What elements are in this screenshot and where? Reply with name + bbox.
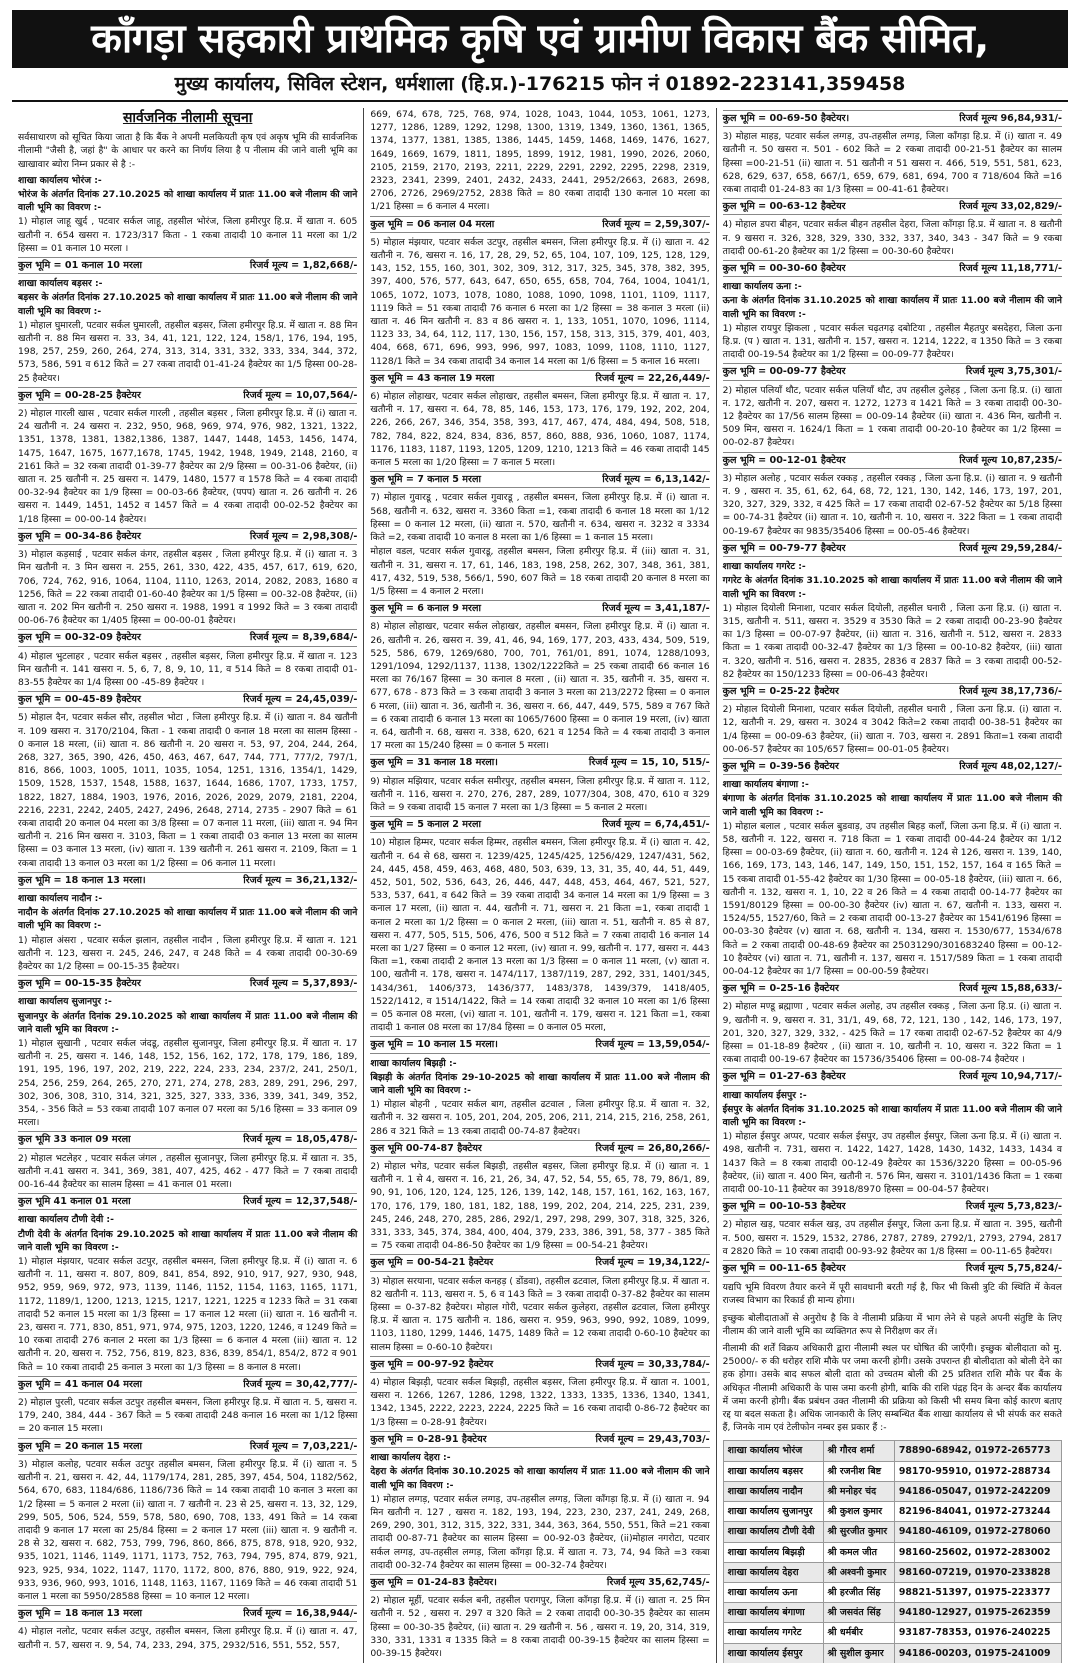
reserve-price: रिजर्व मूल्य = 12,37,548/- xyxy=(243,1196,358,1208)
reserve-price: रिजर्व मूल्य = 3,41,187/- xyxy=(602,603,710,615)
land-entry: 3) मोहाल कड़साई , पटवार सर्कल कंगर, तहसील बड़सर , जिला हमीरपुर हि.प्र. में (i) खाता न. 3 मिन खतौनी न. 3 मिन खसरा न. 255, 261, 330, 422, 435, 457, 617, 619, 620, 706, 724, 762, 916, 1064, 1104, 1110, 1263, 2014, 2082, 2083, 1680 व 1256, किते = 22 रकबा तादादी 01-60-40 हैक्टेयर का 1/5 हिस्सा = 00-32-08 हैक्टेयर, (ii) खाता न. 202 मिन खतौनी न. 250 खसरा न. 1988, 1991 व 1992 किते = 3 रकबा तादादी 00-06-76 हैक्टेयर का 1/405 हिस्सा = 00-00-01 हैक्टेयर। xyxy=(18,549,358,627)
branch-heading: शाखा कार्यालय गगरेट :- xyxy=(722,561,806,573)
reserve-price: रिजर्व मूल्य 3,75,301/- xyxy=(965,366,1062,378)
land-summary-row xyxy=(370,1254,709,1271)
reserve-price: रिजर्व मूल्य 5,73,823/- xyxy=(965,1201,1062,1213)
contact-phone: 98170-95910, 01972-288734 xyxy=(894,1461,1061,1481)
notice-title: सार्वजनिक नीलामी सूचना xyxy=(122,110,253,126)
land-summary-row xyxy=(370,1574,709,1591)
land-summary-row xyxy=(18,257,357,274)
land-entry: 2) मोहाल भगेड, पटवार सर्कल बिझड़ी, तहसील बड़सर, जिला हमीरपुर हि.प्र. में (i) खाता न. 1 खतौनी न. 1 से 4, खसरा न. 16, 21, 26, 34, 47, 52, 54, 55, 65, 78, 79, 86/1, 89, 90, 91, 106, 120, 124, 125, 126, 139, 142, 148, 157, 161, 162, 163, 167, 170, 176, 179, 180, 181, 182, 188, 199, 202, 204, 214, 225, 231, 239, 245, 246, 248, 270, 285, 286, 292/1, 297, 298, 299, 307, 318, 325, 326, 331, 333, 345, 374, 384, 400, 404, 379, 233, 386, 391, 58, 377 - 385 किते = 75 रकबा तादादी 04-86-50 हैक्टेयर का 1/9 हिस्सा = 00-54-21 हैक्टेयर। xyxy=(370,1161,710,1252)
land-entry: 2) मोहाल मूहीं, पटवार सर्कल बनी, तहसील परागपुर, जिला काँगड़ा हि.प्र. में (i) खाता न. 25 मिन खतौनी न. 52 , खसरा न. 297 व 320 किते = 2 रकबा तादादी 00-30-35 हैक्टेयर का सालम हिस्सा = 00-30-35 हैक्टेयर, (ii) खाता न. 29 खतौनी न. 56 , खसरा न. 19, 20, 314, 319, 330, 331, 1331 व 1335 किते = 8 रकबा तादादी 00-39-15 हैक्टेयर का सालम हिस्सा = 00-39-15 हैक्टेयर। xyxy=(370,1595,710,1659)
notice-intro: सर्वसाधारण को सूचित किया जाता है कि बैंक ने अपनी मलकियती कृष एवं अकृष भूमि की सार्वजनिक नीलामी "जैसी है, जहां है" के आधार पर करने का निर्णय लिया है प नीलाम की जाने वाली भूमि का खाखावार ब्योरा निम्न प्रकार से है :- xyxy=(18,132,358,170)
contact-row xyxy=(723,1623,1061,1643)
land-summary-row xyxy=(723,110,1062,127)
land-entry: 2) मोहाल खड़, पटवार सर्कल खड़, उप तहसील ईसपुर, जिला ऊना हि.प्र. में खाता न. 395, खतौनी न. 500, खसरा न. 1529, 1532, 2786, 2787, 2789, 2792/1, 2793, 2794, 2817 व 2820 किते = 10 रकबा तादादी 00-93-92 हैक्टेयर का 1/8 हिस्सा = 00-11-65 हैक्टेयर। xyxy=(722,1219,1062,1257)
land-entry: 3) मोहाल अलोह , पटवार सर्कल रक्कड़ , तहसील रक्कड़ , जिला ऊना हि.प्र. (i) खाता न. 9 खतौनी न. 9 , खसरा न. 35, 61, 62, 64, 68, 72, 121, 130, 142, 146, 173, 197, 201, 320, 327, 329, 332, व 425 किते = 17 रकबा तादादी 02-67-52 हैक्टेयर का 5/18 हिस्सा = 00-74-31 हैक्टेयर (ii) खाता न. 10, खतौनी न. 10, खसरा न. 322 किता = 1 रकबा तादादी 00-19-67 हैक्टेयर का 9835/35406 हिस्सा = 00-05-46 हैक्टेयर। xyxy=(722,472,1062,537)
branch-heading: शाखा कार्यालय बड़सर :- xyxy=(18,278,103,290)
land-summary-row xyxy=(723,540,1062,557)
land-entry: 2) मोहाल पलियाँ थौट, पटवार सर्कल पलियाँ थौट, उप तहसील ठुलेहड़ , जिला ऊना हि.प्र. (i) खाता न. 172, खतौनी न. 207, खसरा न. 1272, 1273 व 1421 किते = 3 रकबा तादादी 00-30-12 हैक्टेयर का 17/56 सालम हिस्सा = 00-09-14 हैक्टेयर (ii) खाता न. 436 मिन, खतौनी न. 509 मिन, खसरा न. 1624/1 किता = 1 रकबा तादादी 00-20-10 हैक्टेयर का 1/2 हिस्सा = 00-02-87 हैक्टेयर। xyxy=(722,384,1062,449)
total-land: कुल भूमि = 7 कनाल 5 मरला xyxy=(370,474,481,486)
land-summary-row xyxy=(723,1260,1062,1277)
reserve-price: रिजर्व मूल्य = 30,42,777/- xyxy=(243,1378,358,1390)
reserve-price: रिजर्व मूल्य = 22,26,449/- xyxy=(595,372,710,384)
land-entry: 4) मोहाल डपरा बीहन, पटवार सर्कल बीहन तहसील देहरा, जिला काँगड़ा हि.प्र. में खाता न. 8 खतौनी न. 9 खसरा न. 326, 328, 329, 330, 332, 337, 340, 343 - 347 किते = 9 रकबा तादादी 00-61-20 हैक्टेयर का 1/2 हिस्सा = 00-30-60 हैक्टेयर। xyxy=(722,219,1062,257)
reserve-price: रिजर्व मूल्य 29,59,284/- xyxy=(959,542,1062,554)
total-land: कुल भूमि = 31 कनाल 18 मरला। xyxy=(370,757,498,769)
land-entry: 1) मोहाल जाहू खुर्द , पटवार सर्कल जाहू, तहसील भोरंज, जिला हमीरपुर हि.प्र. में खाता न. 605 खतौनी न. 654 खसरा न. 1723/317 किता - 1 रकबा तादादी 10 कनाल 11 मरला का 1/2 हिस्सा = 01 कनाल 10 मरला । xyxy=(18,216,358,254)
land-summary-row xyxy=(18,1131,357,1148)
total-land: कुल भूमि = 0-25-22 हैक्टेयर xyxy=(722,685,839,697)
reserve-price: रिजर्व मूल्य = 24,45,039/- xyxy=(243,694,358,706)
land-summary-row xyxy=(370,1036,709,1053)
auction-schedule: गगरेट के अंतर्गत दिनांक 31.10.2025 को शाखा कार्यालय में प्रातः 11.00 बजे नीलाम की जाने वाली भूमि का विवरण :- xyxy=(722,575,1062,600)
land-entry: 2) मोहाल पुरली, पटवार सर्कल उटपुर तहसील बमसन, जिला हमीरपुर हि.प्र. में खाता न. 5, खसरा न. 179, 240, 384, 444 - 367 किते = 5 रकबा तादादी 248 कनाल 16 मरला का 1/12 हिस्सा = 20 कनाल 15 मरला। xyxy=(18,1397,358,1435)
auction-schedule: भोरंज के अंतर्गत दिनांक 27.10.2025 को शाखा कार्यालय में प्रातः 11.00 बजे नीलाम की जाने वाली भूमि का विवरण :- xyxy=(18,189,358,214)
contact-name: श्री अश्वनी कुमार xyxy=(823,1562,894,1582)
contact-office: शाखा कार्यालय सुजानपुर xyxy=(723,1502,823,1522)
total-land: कुल भूमि = 00-63-12 हैक्टेयर xyxy=(722,201,846,213)
land-summary-row xyxy=(18,691,357,708)
land-entry: 4) मोहाल बिझड़ी, पटवार सर्कल बिझड़ी, तहसील बड़सर, जिला हमीरपुर हि.प्र. में खाता न. 1001, खसरा न. 1266, 1267, 1286, 1298, 1322, 1333, 1335, 1336, 1340, 1341, 1342, 1345, 2222, 2223, 2224, 2225 किते = 16 रकबा तादादी 0-86-72 हैक्टेयर का 1/3 हिस्सा = 0-28-91 हैक्टेयर। xyxy=(370,1377,710,1428)
land-summary-row xyxy=(370,370,709,387)
total-land: कुल भूमि = 20 कनाल 15 मरला xyxy=(18,1440,142,1452)
land-summary-row xyxy=(723,198,1062,215)
auction-schedule: बिझड़ी के अंतर्गत दिनांक 29-10-2025 को शाखा कार्यालय में प्रातः 11.00 बजे नीलाम की जाने वाली भूमि का विवरण :- xyxy=(370,1071,710,1097)
land-entry: 10) मोहाल हिम्मर, पटवार सर्कल हिम्मर, तहसील बमसन, जिला हमीरपुर हि.प्र. में (i) खाता न. 42, खतौनी न. 64 से 68, खसरा न. 1239/425, 1245/425, 1256/429, 1247/431, 562, 24, 445, 458, 459, 463, 468, 480, 503, 639, 13, 31, 35, 40, 44, 51, 449, 452, 501, 502, 536, 643, 26, 446, 447, 448, 453, 464, 467, 521, 527, 533, 537, 641, व 642 किते = 39 रकबा तादादी 34 कनाल 14 मरला का 1/9 हिस्सा = 3 कनाल 17 मरला, (ii) खाता न. 44, खतौनी न. 71, खसरा न. 21 किता =1, रकबा तादादी 1 कनाल 2 मरला का 1/2 हिस्सा = 0 कनाल 2 मरला, (iii) खाता न. 51, खतौनी न. 85 से 87, खसरा न. 477, 505, 515, 506, 476, 500 व 512 किते = 7 रकबा तादादी 16 कनाल 14 मरला का 1/27 हिस्सा = 0 कनाल 12 मरला, (iv) खाता न. 99, खतौनी न. 177, खसरा न. 443 किता =1, रकबा तादादी 2 कनाल 13 मरला का 1/3 हिस्सा = 0 कनाल 11 मरला, (v) खाता न. 100, खतौनी न. 178, खसरा न. 1474/117, 1387/119, 287, 292, 331, 1401/345, 1434/361, 1406/373, 1436/377, 1483/378, 1439/379, 1418/405, 1522/1412, व 1514/1422, किते = 14 रकबा तादादी 32 कनाल 10 मरला का 1/6 हिस्सा = 05 कनाल 08 मरला, (vi) खाता न. 101, खतौनी न. 179, खसरा न. 121 किता =1, रकबा तादादी 1 कनाल 08 मरला का 17/84 हिस्सा = 0 कनाल 05 मरला, xyxy=(370,837,710,1034)
total-land: कुल भूमि = 00-54-21 हैक्टेयर xyxy=(370,1257,494,1269)
total-land: कुल भूमि = 00-79-77 हैक्टेयर xyxy=(722,542,846,554)
reserve-price: रिजर्व मूल्य = 29,43,703/- xyxy=(595,1433,710,1445)
land-summary-row xyxy=(370,600,709,617)
land-entry: 1) मोहाल घुमारली, पटवार सर्कल घुमारली, तहसील बड़सर, जिला हमीरपुर हि.प्र. में खाता न. 88 मिन खतौनी न. 88 मिन खसरा न. 33, 34, 41, 121, 122, 124, 158/1, 176, 194, 195, 198, 257, 259, 260, 264, 274, 313, 314, 331, 332, 333, 334, 344, 372, 573, 586, 591 व 612 किते = 27 रकबा तादादी 01-41-24 हैक्टेयर का 1/5 हिस्सा 00-28-25 हैक्टेयर। xyxy=(18,319,358,384)
contact-phone: 82196-84041, 01972-273244 xyxy=(894,1502,1061,1522)
reserve-price: रिजर्व मूल्य = 36,21,132/- xyxy=(243,874,358,886)
total-land: कुल भूमि = 6 कनाल 9 मरला xyxy=(370,603,481,615)
reserve-price: रिजर्व मूल्य 5,75,824/- xyxy=(965,1263,1062,1275)
reserve-price: रिजर्व मूल्य = 2,59,307/- xyxy=(602,218,710,230)
land-summary-row xyxy=(18,1605,357,1622)
contact-phone: 93187-78353, 01976-240225 xyxy=(894,1623,1061,1643)
total-land: कुल भूमि = 00-45-89 हैक्टेयर xyxy=(18,694,141,706)
total-land: कुल भूमि = 00-15-35 हैक्टेयर xyxy=(18,978,141,990)
total-land: कुल भूमि = 43 कनाल 19 मरला xyxy=(370,372,495,384)
land-entry: 8) मोहाल लोहाखर, पटवार सर्कल लोहाखर, तहसील बमसन, जिला हमीरपुर हि.प्र. में (i) खाता न. 26, खतौनी न. 26, खसरा न. 39, 41, 46, 94, 169, 177, 203, 433, 434, 509, 519, 525, 586, 679, 1269/680, 700, 701, 761/01, 891, 1074, 1288/1093, 1291/1094, 1292/1137, 1138, 1302/1222किते = 25 रकबा तादादी 66 कनाल 16 मरला का 76/167 हिस्सा = 30 कनाल 8 मरला , (ii) खाता न. 35, खतौनी न. 35, खसरा न. 677, 678 - 873 किते = 3 रकबा तादादी 3 कनाल 3 मरला का 213/2272 हिस्सा = 0 कनाल 6 मरला, (iii) खाता न. 36, खतौनी न. 36, खसरा न. 66, 447, 449, 575, 589 व 767 किते = 6 रकबा तादादी 6 कनाल 13 मरला का 1065/7600 हिस्सा = 0 कनाल 19 मरला, (iv) खाता न. 64, खतौनी न. 68, खसरा न. 338, 620, 621 व 1254 किते = 4 रकबा तादादी 3 कनाल 17 मरला का 15/240 हिस्सा = 0 कनाल 5 मरला। xyxy=(370,621,710,752)
auction-schedule: देहरा के अंतर्गत दिनांक 30.10.2025 को शाखा कार्यालय में प्रातः 11.00 बजे नीलाम की जाने वाली भूमि का विवरण :- xyxy=(370,1466,710,1491)
contact-name: श्री गौरव शर्मा xyxy=(823,1441,894,1461)
column-1 xyxy=(12,108,363,1663)
reserve-price: रिजर्व मूल्य 11,18,771/- xyxy=(959,263,1062,275)
contact-phone: 98821-51397, 01975-223377 xyxy=(894,1582,1061,1602)
land-summary-row xyxy=(18,1376,357,1393)
land-entry: 2) मोहाल भटलेहर , पटवार सर्कल जंगल , तहसील सुजानपुर, जिला हमीरपुर हि.प्र. में खाता न. 35, खतौनी न.41 खसरा न. 341, 369, 381, 407, 425, 462 - 477 किते = 7 रकबा तादादी 00-16-44 हैक्टेयर का सालम हिस्सा = 41 कनाल 01 मरला। xyxy=(18,1152,358,1191)
contact-row xyxy=(723,1582,1061,1602)
bank-address: मुख्य कार्यालय, सिविल स्टेशन, धर्मशाला (हि.प्र.)-176215 फोन नं 01892-223141,359458 xyxy=(12,68,1068,102)
contact-phone: 94180-46109, 01972-278060 xyxy=(894,1522,1061,1542)
land-entry: 5) मोहाल दैन, पटवार सर्कल सौर, तहसील भोटा , जिला हमीरपुर हि.प्र. में (i) खाता न. 84 खतौनी न. 109 खसरा न. 3170/2104, किता - 1 रकबा तादादी 0 कनाल 18 मरला का सालम हिस्सा - 0 कनाल 18 मरला, (ii) खाता न. 86 खतौनी न. 20 खसरा न. 53, 97, 204, 244, 264, 268, 327, 365, 390, 426, 450, 463, 467, 647, 744, 771, 777/2, 797/1, 816, 866, 1003, 1005, 1011, 1035, 1054, 1251, 1316, 1354/1, 1429, 1509, 1528, 1537, 1548, 1588, 1637, 1644, 1686, 1707, 1733, 1757, 1822, 1827, 1884, 1903, 1976, 2016, 2026, 2029, 2079, 2181, 2204, 2216, 2231, 2242, 2405, 2427, 2496, 2648, 2714, 2735 - 2907 किते = 61 रकबा तादादी 20 कनाल 04 मरला का 3/8 हिस्सा = 07 कनाल 11 मरला, (iii) खाता न. 94 मिन खतौनी न. 216 मिन खसरा न. 3103, किता = 1 रकबा तादादी 03 कनाल 13 मरला का सालम हिस्सा = 03 कनाल 13 मरला, (iv) खाता न. 139 खतौनी न. 261 खसरा न. 2109, किता = 1 रकबा तादादी 13 कनाल 03 मरला का 1/2 हिस्सा = 06 कनाल 11 मरला। xyxy=(18,712,358,869)
land-entry: 3) मोहाल माहड़, पटवार सर्कल लग्गड़, उप-तहसील लग्गड़, जिला काँगड़ा हि.प्र. में (i) खाता न. 49 खतौनी न. 50 खसरा न. 501 - 602 किते = 2 रकबा तादादी 00-21-51 हैक्टेयर का सालम हिस्सा =00-21-51 (ii) खाता न. 51 खतौनी न 51 खसरा न. 466, 519, 551, 581, 623, 628, 629, 637, 658, 667/1, 659, 679, 681, 694, 700 व 718/604 किते =16 रकबा तादादी 01-24-83 का 1/3 हिस्सा = 00-41-61 हैक्टेयर। xyxy=(722,131,1062,196)
land-entry: 2) मोहाल गारली खास , पटवार सर्कल गारली , तहसील बड़सर , जिला हमीरपुर हि.प्र. में (i) खाता न. 24 खतौनी न. 24 खसरा न. 232, 950, 968, 969, 974, 976, 982, 1321, 1322, 1351, 1378, 1381, 1382,1386, 1387, 1447, 1448, 1453, 1456, 1474, 1475, 1647, 1675, 1677,1678, 1745, 1942, 1948, 1949, 2148, 2160, व 2161 किते = 32 रकबा तादादी 01-39-77 हैक्टेयर का 2/9 हिस्सा = 00-31-06 हैक्टेयर, (ii) खाता न. 25 खतौनी न. 25 खसरा न. 1479, 1480, 1577 व 1578 किते = 4 रकबा तादादी 00-32-94 हैक्टेयर का 1/9 हिस्सा = 00-03-66 हैक्टेयर, (पपप) खाता न. 26 खतौनी न. 26 खसरा न. 1449, 1451, 1452 व 1457 किते = 4 रकबा तादादी 00-02-52 हैक्टेयर का 1/18 हिस्सा = 00-00-14 हैक्टेयर। xyxy=(18,408,358,525)
land-summary-row xyxy=(723,758,1062,775)
contact-name: श्री हरजीत सिंह xyxy=(823,1582,894,1602)
land-summary-row xyxy=(370,216,709,233)
reserve-price: रिजर्व मूल्य = 13,59,054/- xyxy=(595,1039,710,1051)
contact-office: शाखा कार्यालय बड़सर xyxy=(723,1461,823,1481)
land-entry: 669, 674, 678, 725, 768, 974, 1028, 1043, 1044, 1053, 1061, 1273, 1277, 1286, 1289, 1292, 1298, 1300, 1319, 1349, 1360, 1361, 1365, 1374, 1377, 1381, 1385, 1386, 1445, 1459, 1468, 1469, 1476, 1627, 1649, 1669, 1679, 1811, 1895, 1899, 1912, 1981, 1990, 2026, 2060, 2105, 2159, 2170, 2193, 2211, 2229, 2291, 2292, 2295, 2298, 2319, 2323, 2341, 2399, 2401, 2432, 2433, 2441, 2952/2663, 2683, 2698, 2706, 2726, 2969/2752, 2838 किते = 80 रकबा तादादी 130 कनाल 10 मरला का 1/21 हिस्सा = 6 कनाल 4 मरला। xyxy=(370,109,710,213)
reserve-price: रिजर्व मूल्य 38,17,736/- xyxy=(959,685,1062,697)
total-land: कुल भूमि = 18 कनाल 13 मरला। xyxy=(18,874,146,886)
total-land: कुल भूमि = 00-12-01 हैक्टेयर xyxy=(722,454,846,466)
branch-heading: शाखा कार्यालय सुजानपुर :- xyxy=(18,996,112,1008)
land-entry: 3) मोहाल सरयाना, पटवार सर्कल कनहड़ ( डोंडवा), तहसील ढटवाल, जिला हमीरपुर हि.प्र. में खाता न. 82 खतौनी न. 113, खसरा न. 5, 6 व 143 किते = 3 रकबा तादादी 0-37-82 हैक्टेयर का सालम हिस्सा = 0-37-82 हैक्टेयर। मोहाल गोरी, पटवार सर्कल कुलेहरा, तहसील ढटवाल, जिला हमीरपुर हि.प्र. में खाता न. 175 खतौनी न. 186, खसरा न. 959, 963, 990, 992, 1089, 1099, 1103, 1180, 1299, 1446, 1475, 1489 किते = 12 रकबा तादादी 0-60-10 हैक्टेयर का सालम हिस्सा = 0-60-10 हैक्टेयर। xyxy=(370,1275,710,1353)
branch-heading: शाखा कार्यालय बंगाणा :- xyxy=(722,779,809,791)
land-summary-row xyxy=(370,754,709,771)
contact-row xyxy=(723,1502,1061,1522)
total-land: कुल भूमि = 5 कनाल 2 मरला xyxy=(370,819,481,831)
land-summary-row xyxy=(18,528,357,545)
land-entry: 1) मोहाल लग्गड़, पटवार सर्कल लग्गड़, उप-तहसील लग्गड़, जिला काँगड़ा हि.प्र. में (i) खाता न. 94 मिन खतौनी न. 127 , खसरा न. 182, 193, 194, 223, 230, 237, 241, 249, 268, 269, 290, 301, 312, 315, 322, 331, 344, 363, 364, 550, 551, किते =21 रकबा तादादी 00-87-71 हैक्टेयर का सालम हिस्सा = 00-92-03 हैक्टेयर, (ii)मोहाल नगरोटा, पटवार सर्कल लग्गड़, उप-तहसील लग्गड़, जिला काँगड़ा हि.प्र. में खाता न. 73, 74, 94 किते =3 रकबा तादादी 00-32-74 हैक्टेयर का सालम हिस्सा = 00-32-74 हैक्टेयर। xyxy=(370,1493,710,1571)
auction-schedule: नादौन के अंतर्गत दिनांक 27.10.2025 को शाखा कार्यालय में प्रातः 11.00 बजे नीलाम की जाने वाली भूमि का विवरण :- xyxy=(18,907,358,932)
total-land: कुल भूमि = 00-09-77 हैक्टेयर xyxy=(722,366,846,378)
total-land: कुल भूमि = 00-28-25 हैक्टेयर xyxy=(18,389,141,401)
contact-row xyxy=(723,1542,1061,1562)
total-land: कुल भूमि 00-74-87 हैक्टेयर xyxy=(370,1142,482,1154)
total-land: कुल भूमि = 01-24-83 हैक्टेयर। xyxy=(370,1576,497,1588)
land-summary-row xyxy=(723,260,1062,277)
contact-name: श्री रजनीश बिष्ट xyxy=(823,1461,894,1481)
notice-columns xyxy=(12,108,1068,1663)
total-land: कुल भूमि = 00-69-50 हैक्टेयर। xyxy=(722,113,850,124)
land-summary-row xyxy=(18,629,357,646)
land-entry: 4) मोहाल नलोट, पटवार सर्कल उटपुर, तहसील बमसन, जिला हमीरपुर हि.प्र. में (i) खाता न. 47, खतौनी न. 57, खसरा न. 9, 54, 74, 233, 294, 375, 2932/516, 551, 552, 557, xyxy=(18,1626,358,1651)
auction-schedule: ईसपुर के अंतर्गत दिनांक 31.10.2025 को शाखा कार्यालय में प्रातः 11.00 बजे नीलाम की जाने वाली भूमि का विवरण :- xyxy=(722,1103,1062,1129)
contact-row xyxy=(723,1441,1061,1461)
contact-office: शाखा कार्यालय बंगाणा xyxy=(723,1603,823,1623)
closing-paragraph: नीलामी की शर्तें विक्रय अधिकारी द्वारा नीलामी स्थल पर घोषित की जाएँगी। इच्छुक बोलीदाता को मु. 25000/- रु की धरोहर राशि मौके पर जमा करनी होगी। उसके उपरान्त ही बोलीदाता को बोली देने का हक होगा। उसके बाद सफल बोली दाता को उच्चतम बोली की 25 प्रतिशत राशि मौके पर बैंक के अधिकृत नीलामी अधिकारी के पास जमा करनी होगी, बाकि की राशि पंद्रह दिन के अन्दर बैंक कार्यालय में जमा करनी होगी। बैंक प्रबंधन उक्त नीलामी की प्रक्रिया को किसी भी समय बिना कोई कारण बताए रद्द या बदल सकता है। अधिक जानकारी के लिए सम्बन्धित बैंक शाखा कार्यालय से भी संपर्क कर सकते हैं, जिनके नाम एवं टेलीफोन नम्बर इस प्रकार हैं :- xyxy=(722,1343,1062,1434)
land-summary-row xyxy=(723,1068,1062,1085)
land-summary-row xyxy=(723,980,1062,997)
total-land: कुल भूमि 33 कनाल 09 मरला xyxy=(18,1134,131,1146)
reserve-price: रिजर्व मूल्य 10,87,235/- xyxy=(959,454,1062,466)
land-summary-row xyxy=(370,1356,709,1373)
total-land: कुल भूमि = 0-39-56 हैक्टेयर xyxy=(722,760,839,772)
land-summary-row xyxy=(370,471,709,488)
reserve-price: रिजर्व मूल्य = 10,07,564/- xyxy=(243,389,358,401)
reserve-price: रिजर्व मूल्य = 8,39,684/- xyxy=(249,632,358,644)
total-land: कुल भूमि = 00-32-09 हैक्टेयर xyxy=(18,632,141,644)
reserve-price: रिजर्व मूल्य = 2,98,308/- xyxy=(249,530,358,542)
total-land: कुल भूमि = 00-34-86 हैक्टेयर xyxy=(18,530,141,542)
land-summary-row xyxy=(18,1193,357,1210)
contact-phone: 94186-05047, 01972-242209 xyxy=(894,1481,1061,1501)
reserve-price: रिजर्व मूल्य = 18,05,478/- xyxy=(243,1134,358,1146)
contact-row xyxy=(723,1562,1061,1582)
contact-phone: 78890-68942, 01972-265773 xyxy=(894,1441,1061,1461)
total-land: कुल भूमि = 06 कनाल 04 मरला xyxy=(370,218,495,230)
land-entry: 1) मोहाल बोहनी , पटवार सर्कल बाग, तहसील ढटवाल , जिला हमीरपुर हि.प्र. में खाता न. 32, खतौनी न. 32 खसरा न. 105, 201, 204, 205, 206, 211, 214, 215, 216, 258, 261, 286 व 321 किते = 13 रकबा तादादी 00-74-87 हैक्टेयर। xyxy=(370,1099,710,1137)
contact-name: श्री कुशल कुमार xyxy=(823,1502,894,1522)
contact-office: शाखा कार्यालय बिझड़ी xyxy=(723,1542,823,1562)
column-2 xyxy=(363,108,715,1663)
contact-phone: 94186-00203, 01975-241009 xyxy=(894,1643,1061,1663)
land-entry: 1) मोहाल बलाल , पटवार सर्कल बुडवाड़, उप तहसील बिहड़ कलाँ, जिला ऊना हि.प्र. में (i) खाता न. 58, खतौनी न. 122, खसरा न. 718 किता = 1 रकबा तादादी 00-44-24 हैक्टेयर का 1/12 हिस्सा = 00-03-69 हैक्टेयर, (ii) खाता न. 60, खतौनी न. 124 से 126, खसरा न. 139, 140, 166, 169, 173, 143, 146, 147, 149, 150, 151, 152, 157, 164 व 165 किते = 15 रकबा तादादी 01-55-42 हैक्टेयर का 1/30 हिस्सा = 00-05-18 हैक्टेयर, (iii) खाता न. 66, खतौनी न. 132, खसरा न. 1, 10, 22 व 26 किते = 4 रकबा तादादी 00-14-77 हैक्टेयर का 1591/80129 हिस्सा = 00-00-30 हैक्टेयर (iv) खाता न. 67, खतौनी न. 133, खसरा न. 1524/55, 1527/60, किते = 2 रकबा तादादी 00-13-27 हैक्टेयर का 1541/6196 हिस्सा = 00-03-30 हैक्टेयर (v) खाता न. 68, खतौनी न. 134, खसरा न. 1530/677, 1534/678 किते = 2 रकबा तादादी 00-48-69 हैक्टेयर का 25031290/301683240 हिस्सा = 00-12-10 हैक्टेयर (vi) खाता न. 71, खतौनी न. 137, खसरा न. 1517/589 किता = 1 रकबा तादादी 00-04-12 हैक्टेयर का 1/7 हिस्सा = 00-00-59 हैक्टेयर। xyxy=(722,820,1062,977)
auction-schedule: ऊना के अंतर्गत दिनांक 31.10.2025 को शाखा कार्यालय में प्रातः 11.00 बजे नीलाम की जाने वाली भूमि का विवरण :- xyxy=(722,295,1062,320)
land-entry: 1) मोहाल सुखानी , पटवार सर्कल जंदडू, तहसील सुजानपुर, जिला हमीरपुर हि.प्र. में खाता न. 17 खतौनी न. 25, खसरा न. 146, 148, 152, 156, 162, 172, 178, 179, 186, 189, 191, 195, 196, 197, 202, 219, 222, 224, 233, 234, 237/2, 241, 250/1, 254, 256, 259, 264, 265, 270, 271, 274, 278, 283, 289, 291, 296, 297, 302, 306, 308, 310, 314, 321, 325, 327, 333, 336, 339, 341, 349, 352, 354, - 356 किते = 53 रकबा तादादी 107 कनाल 07 मरला का 5/16 हिस्सा = 33 कनाल 09 मरला। xyxy=(18,1038,358,1129)
branch-heading: शाखा कार्यालय ऊना :- xyxy=(722,281,802,293)
contact-row xyxy=(723,1603,1061,1623)
reserve-price: रिजर्व मूल्य 10,94,717/- xyxy=(959,1071,1062,1083)
land-summary-row xyxy=(723,363,1062,380)
contact-phone: 94180-12927, 01975-262359 xyxy=(894,1603,1061,1623)
branch-heading: शाखा कार्यालय नादौन :- xyxy=(18,892,103,904)
reserve-price: रिजर्व मूल्य = 19,34,122/- xyxy=(595,1257,710,1269)
contact-row xyxy=(723,1461,1061,1481)
closing-paragraph: यद्यपि भूमि विवरण तैयार करने में पूरी सावधानी बरती गई है, फिर भी किसी त्रुटि की स्थिति में केवल राजस्व विभाग का रिकार्ड ही मान्य होगा। xyxy=(722,1282,1062,1307)
contact-phone: 98160-07219, 01970-233828 xyxy=(894,1562,1061,1582)
reserve-price: रिजर्व मूल्य = 5,37,893/- xyxy=(249,978,358,990)
land-entry: 1) मोहाल ईसपुर अप्पर, पटवार सर्कल ईसपुर, उप तहसील ईसपुर, जिला ऊना हि.प्र. में (i) खाता न. 498, खतौनी न. 731, खसरा न. 1422, 1427, 1428, 1430, 1432, 1433, 1434 व 1437 किते = 8 रकबा तादादी 00-12-49 हैक्टेयर का 1536/3220 हिस्सा = 00-05-96 हैक्टेयर, (ii) खाता न. 400 मिन, खतौनी न. 576 मिन, खसरा न. 3101/1436 किता = 1 रकबा तादादी 00-10-11 हैक्टेयर का 3918/8970 हिस्सा = 00-04-57 हैक्टेयर। xyxy=(722,1131,1062,1196)
reserve-price: रिजर्व मूल्य 48,02,127/- xyxy=(959,760,1062,772)
land-summary-row xyxy=(18,387,357,404)
closing-paragraph: इच्छुक बोलीदाताओं से अनुरोध है कि वे नीलामी प्रक्रिया में भाग लेने से पहले अपनी संतुष्टि के लिए नीलाम की जाने वाली भूमि का व्यक्तिगत रूप से निरीक्षण कर लें। xyxy=(722,1312,1062,1337)
total-land: कुल भूमि = 00-97-92 हैक्टेयर xyxy=(370,1358,494,1370)
column-3 xyxy=(716,108,1068,1663)
reserve-price: रिजर्व मूल्य = 30,33,784/- xyxy=(595,1358,710,1370)
reserve-price: रिजर्व मूल्य = 6,74,451/- xyxy=(602,819,710,831)
contact-row xyxy=(723,1522,1061,1542)
total-land: कुल भूमि = 18 कनाल 13 मरला xyxy=(18,1608,142,1620)
contact-name: श्री कमल जीत xyxy=(823,1542,894,1562)
contact-office: शाखा कार्यालय ईसपुर xyxy=(723,1643,823,1663)
land-summary-row xyxy=(723,683,1062,700)
total-land: कुल भूमि = 00-30-60 हैक्टेयर xyxy=(722,263,846,275)
land-entry: 1) मोहाल मंझयार, पटवार सर्कल उटपुर, तहसील बमसन, जिला हमीरपुर हि.प्र. में (i) खाता न. 6 खतौनी न. 11, खसरा न. 807, 809, 841, 854, 892, 910, 917, 927, 930, 948, 952, 959, 969, 972, 973, 1139, 1146, 1152, 1154, 1163, 1165, 1171, 1172, 1189/1, 1200, 1213, 1215, 1217, 1221, 1225 व 1233 किते = 31 रकबा तादादी 52 कनाल 15 मरला का 1/3 हिस्सा = 17 कनाल 12 मरला (ii) खाता न. 16 खतौनी न. 23, खसरा न. 771, 830, 851, 971, 974, 975, 1203, 1220, 1246, व 1249 किते = 10 रकबा तादादी 276 कनाल 2 मरला का 1/3 हिस्सा = 6 कनाल 4 मरला (iii) खाता न. 12 खतौनी न. 20, खसरा न. 752, 756, 819, 823, 836, 839, 854/1, 854/2, 872 व 901 किते = 10 रकबा तादादी 25 कनाल 3 मरला का 1/3 हिस्सा = 8 कनाल 8 मरला। xyxy=(18,1256,358,1373)
contact-row xyxy=(723,1643,1061,1663)
land-entry: 4) मोहाल भुटलाहर , पटवार सर्कल बड़सर , तहसील बड़सर, जिला हमीरपुर हि.प्र. में खाता न. 123 मिन खतौनी न. 141 खसरा न. 5, 6, 7, 8, 9, 10, 11, व 514 किते = 8 रकबा तादादी 01-83-55 हैक्टेयर का 1/4 हिस्सा 00 -45-89 हैक्टेयर । xyxy=(18,650,358,688)
branch-heading: शाखा कार्यालय टौणी देवी :- xyxy=(18,1214,114,1226)
land-entry: 5) मोहाल मंझयार, पटवार सर्कल उटपुर, तहसील बमसन, जिला हमीरपुर हि.प्र. में (i) खाता न. 42 खतौनी न. 76, खसरा न. 16, 17, 28, 29, 52, 65, 104, 107, 109, 125, 128, 129, 143, 152, 155, 160, 301, 302, 309, 312, 317, 325, 345, 378, 382, 395, 397, 400, 576, 577, 643, 647, 650, 655, 658, 704, 764, 1004, 1041/1, 1065, 1072, 1073, 1078, 1080, 1088, 1090, 1098, 1101, 1109, 1117, 1119 किते = 51 रकबा तादादी 76 कनाल 6 मरला का 1/2 हिस्सा = 38 कनाल 3 मरला (ii) खाता न. 46 मिन खतौनी न. 83 व 86 खसरा न. 1, 133, 1051, 1070, 1096, 1114, 1123 33, 34, 64, 112, 117, 130, 156, 157, 158, 313, 315, 379, 401, 403, 404, 668, 671, 696, 993, 996, 997, 1083, 1099, 1108, 1110, 1127, 1128/1 किते = 34 रकबा तादादी 34 कनाल 14 मरला का 1/6 हिस्सा = 5 कनाल 16 मरला। xyxy=(370,236,710,367)
land-summary-row xyxy=(18,1438,357,1455)
contact-office: शाखा कार्यालय नादौन xyxy=(723,1481,823,1501)
land-entry: 6) मोहाल लोहाखर, पटवार सर्कल लोहाखर, तहसील बमसन, जिला हमीरपुर हि.प्र. में खाता न. 17, खतौनी न. 17, खसरा न. 64, 78, 85, 146, 153, 173, 176, 179, 192, 202, 204, 226, 266, 267, 346, 354, 358, 393, 417, 467, 474, 484, 494, 508, 518, 782, 784, 822, 824, 834, 836, 857, 860, 888, 936, 1060, 1087, 1174, 1176, 1183, 1187, 1193, 1205, 1209, 1210, 1213 किते = 46 रकबा तादादी 145 कनाल 5 मरला का 1/20 हिस्सा = 7 कनाल 5 मरला। xyxy=(370,391,710,469)
contact-office: शाखा कार्यालय भोरंज xyxy=(723,1441,823,1461)
reserve-price: रिजर्व मूल्य = 6,13,142/- xyxy=(602,474,710,486)
land-entry: 3) मोहाल कलोह, पटवार सर्कल उटपुर तहसील बमसन, जिला हमीरपुर हि.प्र. में (i) खाता न. 5 खतौनी न. 21, खसरा न. 42, 44, 1179/174, 281, 285, 397, 454, 504, 1182/562, 564, 670, 683, 1184/686, 1186/736 किते = 14 रकबा तादादी 10 कनाल 3 मरला का 1/2 हिस्सा = 5 कनाल 2 मरला (ii) खाता न. 7 खतौनी न. 23 से 25, खसरा न. 13, 32, 129, 299, 505, 506, 524, 559, 578, 580, 690, 708, 133, 491 किते = 14 रकबा तादादी 9 कनाल 17 मरला का 25/84 हिस्सा = 2 कनाल 17 मरला (iii) खाता न. 9 खतौनी न. 28 से 32, खसरा न. 682, 753, 799, 796, 860, 866, 875, 878, 918, 920, 932, 935, 1021, 1146, 1149, 1171, 1173, 752, 763, 794, 795, 874, 879, 921, 923, 925, 934, 1022, 1147, 1170, 1172, 800, 876, 880, 919, 922, 924, 933, 936, 960, 993, 1016, 1148, 1163, 1167, 1169 किते = 46 रकबा तादादी 51 कनाल 1 मरला का 5950/28588 हिस्सा = 10 कनाल 12 मरला। xyxy=(18,1458,358,1602)
branch-heading: शाखा कार्यालय बिझड़ी :- xyxy=(370,1057,457,1069)
total-land: कुल भूमि = 01 कनाल 10 मरला xyxy=(18,260,142,272)
total-land: कुल भूमि = 01-27-63 हैक्टेयर xyxy=(722,1071,846,1083)
auction-schedule: टौणी देवी के अंतर्गत दिनांक 29.10.2025 को शाखा कार्यालय में प्रातः 11.00 बजे नीलाम की जाने वाली भूमि का विवरण :- xyxy=(18,1228,358,1253)
contact-name: श्री सुशील कुमार xyxy=(823,1643,894,1663)
total-land: कुल भूमि = 10 कनाल 15 मरला। xyxy=(370,1039,498,1051)
land-summary-row xyxy=(18,975,357,992)
branch-contacts-table xyxy=(723,1440,1062,1663)
total-land: कुल भूमि = 41 कनाल 04 मरला xyxy=(18,1378,142,1390)
land-entry: 9) मोहाल मझियार, पटवार सर्कल समीरपुर, तहसील बमसन, जिला हमीरपुर हि.प्र. में खाता न. 112, खतौनी न. 116, खसरा न. 270, 276, 287, 289, 1077/304, 308, 470, 610 व 329 किते = 9 रकबा तादादी 15 कनाल 7 मरला का 1/3 हिस्सा = 5 कनाल 2 मरला। xyxy=(370,775,710,813)
land-summary-row xyxy=(370,1431,709,1448)
branch-heading: शाखा कार्यालय भोरंज :- xyxy=(18,174,102,186)
contact-office: शाखा कार्यालय गगरेट xyxy=(723,1623,823,1643)
land-summary-row xyxy=(18,872,357,889)
total-land: कुल भूमि = 00-10-53 हैक्टेयर xyxy=(722,1201,846,1213)
branch-heading: शाखा कार्यालय देहरा :- xyxy=(370,1452,451,1464)
land-entry: 2) मोहाल दियोली मिनाशा, पटवार सर्कल दियोली, तहसील घनारी , जिला ऊना हि.प्र. (i) खाता न. 12, खतौनी न. 29, खसरा न. 3024 व 3042 किते=2 रकबा तादादी 00-38-51 हैक्टेयर का 1/4 हिस्सा = 00-09-63 हैक्टेयर, (ii) खाता न. 703, खसरा न. 2891 किता=1 रकबा तादादी 00-06-57 हैक्टेयर का 105/657 हिस्सा= 00-01-05 हैक्टेयर। xyxy=(722,704,1062,755)
contact-phone: 98160-25602, 01972-283002 xyxy=(894,1542,1061,1562)
total-land: कुल भूमि 41 कनाल 01 मरला xyxy=(18,1196,131,1208)
auction-schedule: सुजानपुर के अंतर्गत दिनांक 29.10.2025 को शाखा कार्यालय में प्रातः 11.00 बजे नीलाम की जाने वाली भूमि का विवरण :- xyxy=(18,1010,358,1035)
total-land: कुल भूमि = 00-11-65 हैक्टेयर xyxy=(722,1263,846,1275)
land-entry: मोहाल वडल, पटवार सर्कल गुवारडू, तहसील बमसन, जिला हमीरपुर हि.प्र. में (iii) खाता न. 31, खतौनी न. 31, खसरा न. 17, 61, 146, 183, 198, 258, 262, 307, 348, 361, 381, 417, 432, 519, 538, 566/1, 590, 607 किते = 18 रकबा तादादी 20 कनाल 8 मरला का 1/5 हिस्सा = 4 कनाल 2 मरला। xyxy=(370,546,710,597)
reserve-price: रिजर्व मूल्य 15,88,633/- xyxy=(959,983,1062,995)
contact-row xyxy=(723,1481,1061,1501)
land-summary-row xyxy=(370,816,709,833)
land-entry: 1) मोहाल अंसरा , पटवार सर्कल झलान, तहसील नादौन , जिला हमीरपुर हि.प्र. में खाता न. 121 खतौनी न. 123, खसरा न. 245, 246, 247, व 248 किते = 4 रकबा तादादी 00-30-69 हैक्टेयर का 1/2 हिस्सा = 00-15-35 हैक्टेयर। xyxy=(18,934,358,972)
contact-office: शाखा कार्यालय ऊना xyxy=(723,1582,823,1602)
land-summary-row xyxy=(723,452,1062,469)
contact-name: श्री मनोहर चंद xyxy=(823,1481,894,1501)
reserve-price: रिजर्व मूल्य = 26,80,266/- xyxy=(595,1142,710,1154)
land-entry: 2) मोहाल मण्डू ब्रह्माणा , पटवार सर्कल अलोह, उप तहसील रक्कड़ , जिला ऊना हि.प्र. (i) खाता न. 9, खतौनी न. 9, खसरा न. 31, 31/1, 49, 68, 72, 121, 130 , 142, 146, 173, 197, 201, 320, 327, 329, 332, - 425 किते = 17 रकबा तादादी 02-67-52 हैक्टेयर का 4/9 हिस्सा = 01-18-89 हैक्टेयर , (ii) खाता न. 10, खतौनी न. 10, खसरा न. 322 किता = 1 रकबा तादादी 00-19-67 हैक्टेयर का 15736/35406 हिस्सा = 00-08-74 हैक्टेयर । xyxy=(722,1001,1062,1066)
total-land: कुल भूमि = 0-25-16 हैक्टेयर xyxy=(722,983,839,995)
land-summary-row xyxy=(370,1140,709,1157)
total-land: कुल भूमि = 0-28-91 हैक्टेयर xyxy=(370,1433,487,1445)
reserve-price: रिजर्व मूल्य = 7,03,221/- xyxy=(249,1440,358,1452)
reserve-price: रिजर्व मूल्य 33,02,829/- xyxy=(959,201,1062,213)
land-entry: 1) मोहाल रायपुर झिकला , पटवार सर्कल चढ़तगढ़ दबोटिया , तहसील मैहतपुर बसदेहरा, जिला ऊना हि.प्र. (प ) खाता न. 131, खतौनी न. 157, खसरा न. 1214, 1222, व 1350 किते = 3 रकबा तादादी 00-19-54 हैक्टेयर का 1/2 हिस्सा = 00-09-77 हैक्टेयर। xyxy=(722,322,1062,361)
land-entry: 1) मोहाल दियोली मिनाशा, पटवार सर्कल दियोली, तहसील घनारी , जिला ऊना हि.प्र. (i) खाता न. 315, खतौनी न. 511, खसरा न. 3529 व 3530 किते = 2 रकबा तादादी 00-23-90 हैक्टेयर का 1/3 हिस्सा = 00-07-97 हैक्टेयर, (ii) खाता न. 316, खतौनी न. 512, खसरा न. 2833 किता = 1 रकबा तादादी 00-32-47 हैक्टेयर का 1/3 हिस्सा = 00-10-82 हैक्टेयर, (iii) खाता न. 320, खतौनी न. 516, खसरा न. 2835, 2836 व 2837 किते = 3 रकबा तादादी 00-52-82 हैक्टेयर का 150/1233 हिस्सा = 00-06-43 हैक्टेयर। xyxy=(722,602,1062,680)
contact-name: श्री सुरजीत कुमार xyxy=(823,1522,894,1542)
reserve-price: रिजर्व मूल्य = 16,38,944/- xyxy=(243,1608,358,1620)
contact-name: श्री धर्मबीर xyxy=(823,1623,894,1643)
contact-office: शाखा कार्यालय देहरा xyxy=(723,1562,823,1582)
contact-office: शाखा कार्यालय टौणी देवी xyxy=(723,1522,823,1542)
reserve-price: रिजर्व मूल्य = 1,82,668/- xyxy=(249,260,358,272)
reserve-price: रिजर्व मूल्य 35,62,745/- xyxy=(606,1576,710,1588)
auction-schedule: बड़सर के अंतर्गत दिनांक 27.10.2025 को शाखा कार्यालय में प्रातः 11.00 बजे नीलाम की जाने वाली भूमि का विवरण :- xyxy=(18,292,358,317)
auction-schedule: बंगाणा के अंतर्गत दिनांक 31.10.2025 को शाखा कार्यालय में प्रातः 11.00 बजे नीलाम की जाने वाली भूमि का विवरण :- xyxy=(722,793,1062,818)
reserve-price: रिजर्व मूल्य 96,84,931/- xyxy=(959,113,1062,124)
branch-heading: शाखा कार्यालय ईसपुर :- xyxy=(722,1089,807,1101)
bank-title: काँगड़ा सहकारी प्राथमिक कृषि एवं ग्रामीण विकास बैंक सीमित, xyxy=(12,10,1068,68)
land-summary-row xyxy=(723,1198,1062,1215)
land-entry: 7) मोहाल गुवारडू , पटवार सर्कल गुवारडू , तहसील बमसन, जिला हमीरपुर हि.प्र. में (i) खाता न. 568, खतौनी न. 632, खसरा न. 3360 किता =1, रकबा तादादी 6 कनाल 18 मरला का 1/12 हिस्सा = 0 कनाल 12 मरला, (ii) खाता न. 570, खतौनी न. 634, खसरा न. 3232 व 3334 किते =2, रकबा तादादी 10 कनाल 8 मरला का 1/6 हिस्सा = 1 कनाल 15 मरला। xyxy=(370,492,710,544)
reserve-price: रिजर्व मूल्य = 15, 10, 515/- xyxy=(588,757,710,769)
contact-name: श्री जसवंत सिंह xyxy=(823,1603,894,1623)
